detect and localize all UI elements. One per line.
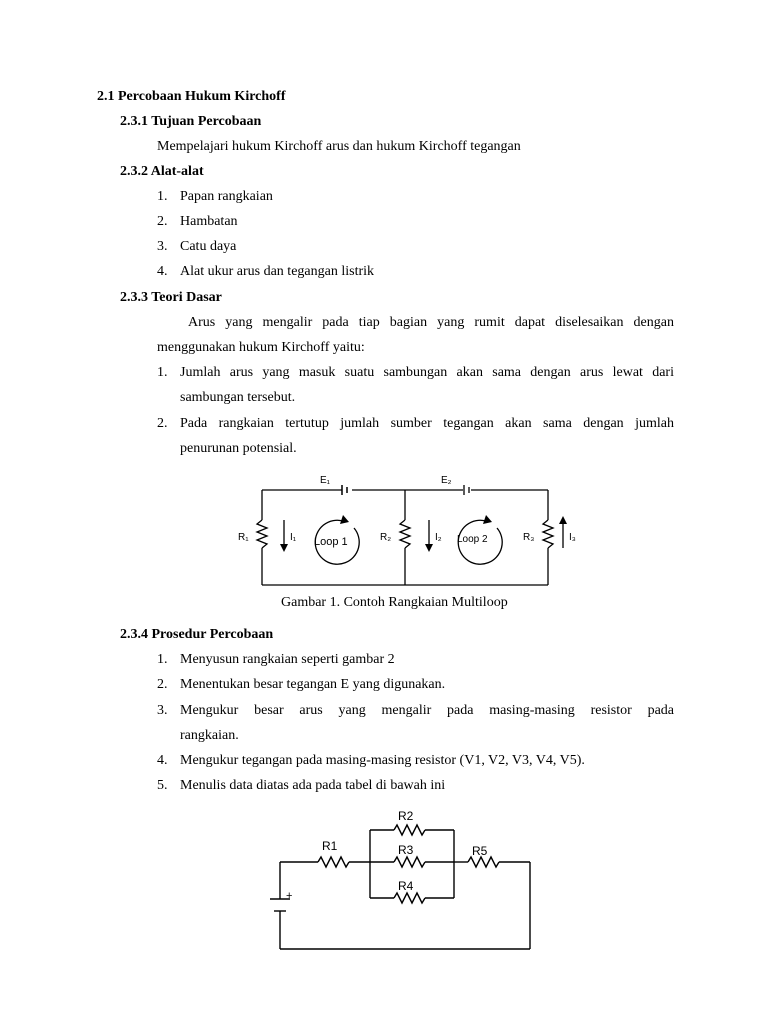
prosedur-item-line1: Menentukan besar tegangan E yang digunakan.: [180, 677, 446, 692]
label-r1: R1: [322, 839, 338, 853]
teori-paragraph-line1: Arus yang mengalir pada tiap bagian yang rumit dapat diselesaikan dengan: [188, 315, 674, 330]
alat-heading: 2.3.2 Alat-alat: [120, 164, 204, 179]
series-parallel-circuit-diagram: [262, 806, 538, 954]
teori-item-num: 1.: [157, 365, 168, 380]
teori-paragraph-line2: menggunakan hukum Kirchoff yaitu:: [157, 340, 365, 355]
label-r5: R5: [472, 844, 488, 858]
teori-item-line1: Jumlah arus yang masuk suatu sambungan akan sama dengan arus lewat dari: [180, 365, 674, 380]
label-e1: E₁: [320, 475, 331, 486]
prosedur-item-num: 1.: [157, 652, 168, 667]
alat-item-text: Hambatan: [180, 214, 238, 229]
prosedur-item-num: 3.: [157, 703, 168, 718]
multiloop-circuit-diagram: [230, 466, 580, 590]
label-r2: R₂: [380, 532, 392, 543]
label-r3: R3: [398, 843, 414, 857]
prosedur-item-num: 2.: [157, 677, 168, 692]
prosedur-item-line1: Menulis data diatas ada pada tabel di bawah ini: [180, 778, 446, 793]
label-r1: R₁: [238, 532, 249, 543]
alat-item-text: Alat ukur arus dan tegangan listrik: [180, 264, 375, 279]
teori-item-line2: sambungan tersebut.: [180, 390, 296, 405]
section-title: 2.1 Percobaan Hukum Kirchoff: [97, 89, 286, 104]
label-e2: E₂: [441, 475, 452, 486]
alat-item-num: 2.: [157, 214, 168, 229]
label-i1: I₁: [290, 532, 297, 543]
teori-item-num: 2.: [157, 416, 168, 431]
prosedur-item-line1: Menyusun rangkaian seperti gambar 2: [180, 652, 395, 667]
figure1-caption: Gambar 1. Contoh Rangkaian Multiloop: [281, 595, 508, 610]
tujuan-heading: 2.3.1 Tujuan Percobaan: [120, 114, 262, 129]
prosedur-heading: 2.3.4 Prosedur Percobaan: [120, 627, 274, 642]
alat-item-num: 4.: [157, 264, 168, 279]
label-r4: R4: [398, 879, 414, 893]
svg-text:+: +: [286, 890, 293, 902]
alat-item-text: Papan rangkaian: [180, 189, 273, 204]
prosedur-item-line1: Mengukur tegangan pada masing-masing resistor (V1, V2, V3, V4, V5).: [180, 753, 585, 768]
prosedur-item-num: 5.: [157, 778, 168, 793]
teori-item-line2: penurunan potensial.: [180, 441, 297, 456]
label-i3: I₃: [569, 532, 576, 543]
prosedur-item-line2: rangkaian.: [180, 728, 239, 743]
prosedur-item-line1: Mengukur besar arus yang mengalir pada masing-masing resistor pada: [180, 703, 674, 718]
alat-item-num: 1.: [157, 189, 168, 204]
alat-item-text: Catu daya: [180, 239, 237, 254]
label-r2: R2: [398, 809, 414, 823]
teori-item-line1: Pada rangkaian tertutup jumlah sumber tegangan akan sama dengan jumlah: [180, 416, 674, 431]
label-r3: R₃: [523, 532, 535, 543]
tujuan-text: Mempelajari hukum Kirchoff arus dan hukum Kirchoff tegangan: [157, 139, 521, 154]
alat-item-num: 3.: [157, 239, 168, 254]
prosedur-item-num: 4.: [157, 753, 168, 768]
label-loop2: Loop 2: [457, 534, 488, 545]
label-i2: I₂: [435, 532, 442, 543]
label-loop1: Loop 1: [314, 536, 348, 548]
teori-heading: 2.3.3 Teori Dasar: [120, 290, 222, 305]
